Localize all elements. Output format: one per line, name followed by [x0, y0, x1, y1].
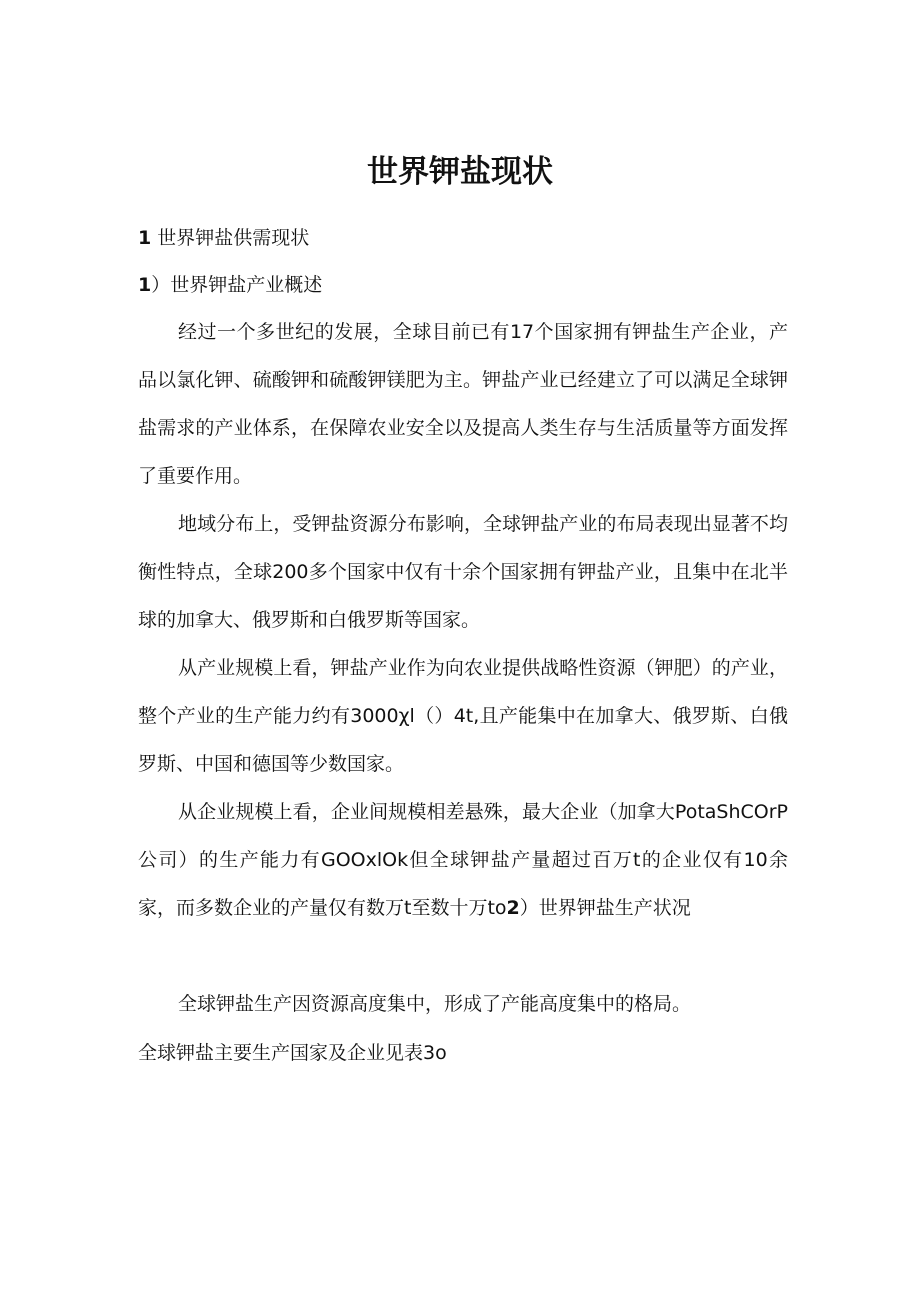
subsection-heading-text: ）世界钾盐产业概述 [151, 274, 323, 296]
paragraph-enterprise-text: 从企业规模上看，企业间规模相差悬殊，最大企业（加拿大PotaShCOrP公司）的生产能力有GOOxlOk但全球钾盐产量超过百万t的企业仅有10余家，而多数企业的产量仅有数万t至数十万to [138, 801, 788, 919]
inline-section-number: 2 [506, 897, 520, 919]
section-number: 1 [138, 227, 152, 249]
inline-section-heading: ）世界钾盐生产状况 [519, 897, 691, 919]
paragraph-table-reference: 全球钾盐主要生产国家及企业见表3o [138, 1042, 447, 1064]
paragraph-distribution: 地域分布上，受钾盐资源分布影响，全球钾盐产业的布局表现出显著不均衡性特点，全球200多个国家中仅有十余个国家拥有钾盐产业，且集中在北半球的加拿大、俄罗斯和白俄罗斯等国家。 [138, 513, 788, 631]
subsection-number: 1 [138, 274, 152, 296]
section-heading-text: 世界钾盐供需现状 [151, 227, 310, 249]
page-title: 世界钾盐现状 [367, 154, 553, 190]
section-heading-1 [138, 223, 309, 253]
paragraph-enterprise-scale [138, 788, 788, 932]
paragraph-overview: 经过一个多世纪的发展，全球目前已有17个国家拥有钾盐生产企业，产品以氯化钾、硫酸钾和硫酸钾镁肥为主。钾盐产业已经建立了可以满足全球钾盐需求的产业体系，在保障农业安全以及提高人类生存与生活质量等方面发挥了重要作用。 [138, 321, 788, 487]
paragraph-production: 全球钾盐生产因资源高度集中，形成了产能高度集中的格局。 [178, 993, 692, 1015]
subsection-heading-1 [138, 270, 322, 300]
paragraph-industry-scale: 从产业规模上看，钾盐产业作为向农业提供战略性资源（钾肥）的产业，整个产业的生产能力约有3000χl（）4t,且产能集中在加拿大、俄罗斯、白俄罗斯、中国和德国等少数国家。 [138, 657, 788, 775]
